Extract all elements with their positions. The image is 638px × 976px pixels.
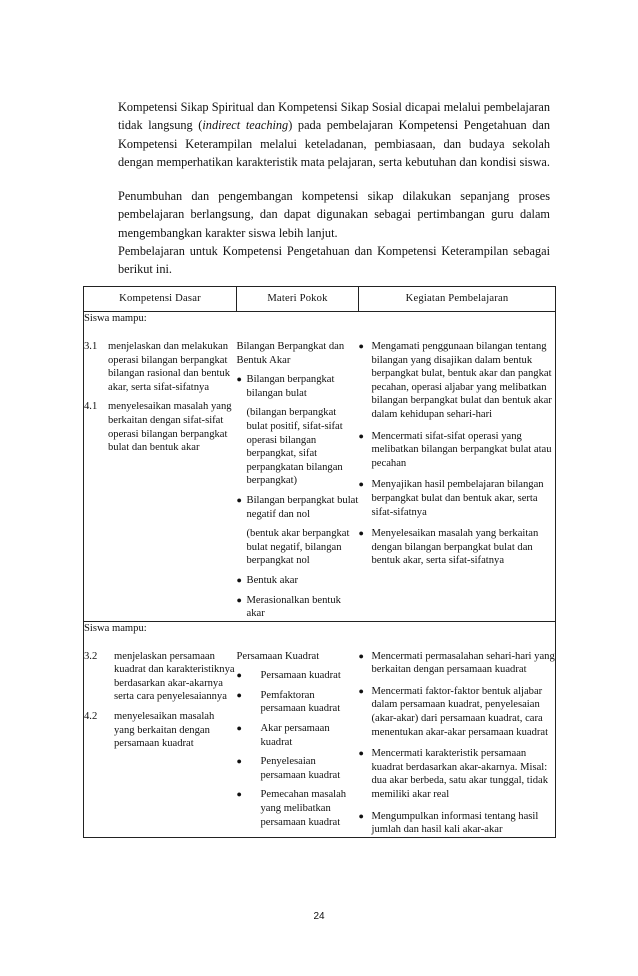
materi-title: Persamaan Kuadrat [236,650,320,662]
kegiatan-item-text: Mencermati faktor-faktor bentuk aljabar dalam persamaan kuadrat, penyelesaian (akar-akar) dari persamaan kuadrat, cara menentukan akar-akar persamaan kuadrat [371,685,549,738]
bullet-icon: ● [236,689,242,700]
table-row [84,640,556,838]
bullet-icon: ● [358,810,364,821]
bullet-icon: ● [236,574,242,585]
page-number: 24 [313,911,325,922]
materi-item [237,494,359,521]
kegiatan-item [359,430,556,471]
header-kegiatan-pembelajaran: Kegiatan Pembelajaran [359,287,556,312]
kd-item [84,710,237,751]
siswa-mampu-label: Siswa mampu: [84,312,556,331]
materi-item-text: Pemfaktoran persamaan kuadrat [260,689,341,715]
intro-paragraph-3: Pembelajaran untuk Kompetensi Pengetahuan dan Kompetensi Keterampilan sebagai berikut ini. [118,244,550,277]
kegiatan-item-text: Mengamati penggunaan bilangan tentang bilangan yang disajikan dalam bentuk berpangkat bulat, bentuk akar dan pangkat pecahan, operasi aljabar yang melibatkan bilangan berpangkat bulat dan bentuk akar dalam kehidupan sehari-hari [371,341,552,420]
table-header-row [84,287,556,312]
competency-table [83,286,556,838]
materi-item-text: Akar persamaan kuadrat [260,723,330,748]
header-kompetensi-dasar: Kompetensi Dasar [84,287,237,312]
materi-item-text: Merasionalkan bentuk akar [246,594,341,620]
materi-cell [237,640,359,838]
bullet-icon: ● [236,723,242,734]
header-materi-pokok: Materi Pokok [237,287,359,312]
materi-title: Bilangan Berpangkat dan Bentuk Akar [236,341,345,366]
kd-text: menyelesaikan masalah yang berkaitan dengan sifat-sifat operasi bilangan berpangkat bulat dan bentuk akar [108,401,232,454]
kegiatan-item [359,685,556,739]
materi-item [237,788,359,829]
kegiatan-item [359,650,556,677]
materi-item-text: Bilangan berpangkat bulat negatif dan nol [246,494,359,520]
kd-text: menjelaskan persamaan kuadrat dan karakteristiknya berdasarkan akar-akarnya serta cara penyelesaiannya [114,650,235,703]
bullet-icon: ● [358,341,364,351]
intro-p1-italic: indirect teaching [202,118,289,133]
materi-item [237,669,359,683]
kegiatan-item [359,747,556,801]
materi-item-text: Bilangan berpangkat bilangan bulat [246,374,335,399]
materi-item-text: Penyelesaian persamaan kuadrat [260,756,341,781]
kd-number: 3.2 [84,650,98,662]
kd-text: menjelaskan dan melakukan operasi bilangan berpangkat bilangan rasional dan bentuk akar, serta sifat-sifatnya [108,341,231,393]
bullet-icon: ● [358,528,364,539]
table-row [84,330,556,621]
bullet-icon: ● [236,670,242,681]
materi-cell [237,330,359,621]
kegiatan-item-text: Mengumpulkan informasi tentang hasil jumlah dan hasil kali akar-akar [371,810,539,836]
kd-number: 4.2 [84,711,98,723]
table-row-siswa-label [84,312,556,331]
bullet-icon: ● [358,685,364,696]
materi-item [237,689,359,716]
materi-item [237,594,359,621]
kd-number: 4.1 [84,401,98,413]
kegiatan-cell [359,330,556,621]
kd-cell [84,640,237,838]
kegiatan-item [359,478,556,519]
kd-cell [84,330,237,621]
materi-note: (bilangan berpangkat bulat positif, sifat-sifat operasi bilangan berpangkat, sifat perpangkatan bilangan berpangkat) [246,407,343,487]
materi-note: (bentuk akar berpangkat bulat negatif, bilangan berpangkat nol [246,528,350,567]
kegiatan-item [359,810,556,837]
kd-text: menyelesaikan masalah yang berkaitan dengan persamaan kuadrat [114,711,215,750]
kd-item [84,340,237,394]
bullet-icon: ● [236,756,242,767]
kegiatan-item [359,340,556,422]
kegiatan-item-text: Menyajikan hasil pembelajaran bilangan berpangkat bulat dan bentuk akar, serta sifat-sifatnya [371,479,544,518]
intro-p1-after: ) pada pembelajaran Kompetensi Pengetahuan dan Kompetensi Keterampilan melalui keteladanan, pembiasaan, dan budaya sekolah dengan memperhatikan karakteristik mata pelajaran, serta kebutuhan dan kondisi siswa. [118,118,550,169]
kegiatan-item-text: Menyelesaikan masalah yang berkaitan dengan bilangan berpangkat bulat dan bentuk akar, serta sifat-sifatnya [371,528,539,567]
kegiatan-item-text: Mencermati karakteristik persamaan kuadrat berdasarkan akar-akarnya. Misal: dua akar berbeda, satu akar tunggal, tidak memiliki akar real [371,748,548,801]
kegiatan-item [359,527,556,568]
table-row-siswa-label [84,621,556,640]
materi-item-text: Persamaan kuadrat [260,670,341,682]
bullet-icon: ● [236,494,242,505]
bullet-icon: ● [358,479,364,490]
kegiatan-cell [359,640,556,838]
bullet-icon: ● [358,430,364,441]
bullet-icon: ● [236,789,242,800]
bullet-icon: ● [236,594,242,605]
siswa-mampu-label: Siswa mampu: [84,621,556,640]
intro-p1-before: Kompetensi Sikap Spiritual dan Kompetensi Sikap Sosial dicapai melalui pembelajaran tidak langsung ( [118,100,550,133]
bullet-icon: ● [236,374,242,385]
bullet-icon: ● [358,650,364,661]
materi-item [237,722,359,749]
materi-item [237,373,359,400]
kegiatan-item-text: Mencermati permasalahan sehari-hari yang berkaitan dengan persamaan kuadrat [371,650,555,676]
intro-paragraph-2: Penumbuhan dan pengembangan kompetensi sikap dilakukan sepanjang proses pembelajaran berlangsung, dan dapat digunakan sebagai pertimbangan guru dalam mengembangkan karakter siswa lebih lanjut. [118,189,550,240]
kd-item [84,400,237,454]
materi-item [237,574,359,588]
bullet-icon: ● [358,748,364,759]
kd-item [84,650,237,704]
materi-item-text: Pemecahan masalah yang melibatkan persamaan kuadrat [260,789,347,828]
kd-number: 3.1 [84,341,98,352]
materi-item-text: Bentuk akar [246,574,298,586]
materi-item [237,755,359,782]
kegiatan-item-text: Mencermati sifat-sifat operasi yang melibatkan bilangan berpangkat bulat atau pecahan [371,430,552,469]
intro-paragraph-1 [118,98,550,171]
